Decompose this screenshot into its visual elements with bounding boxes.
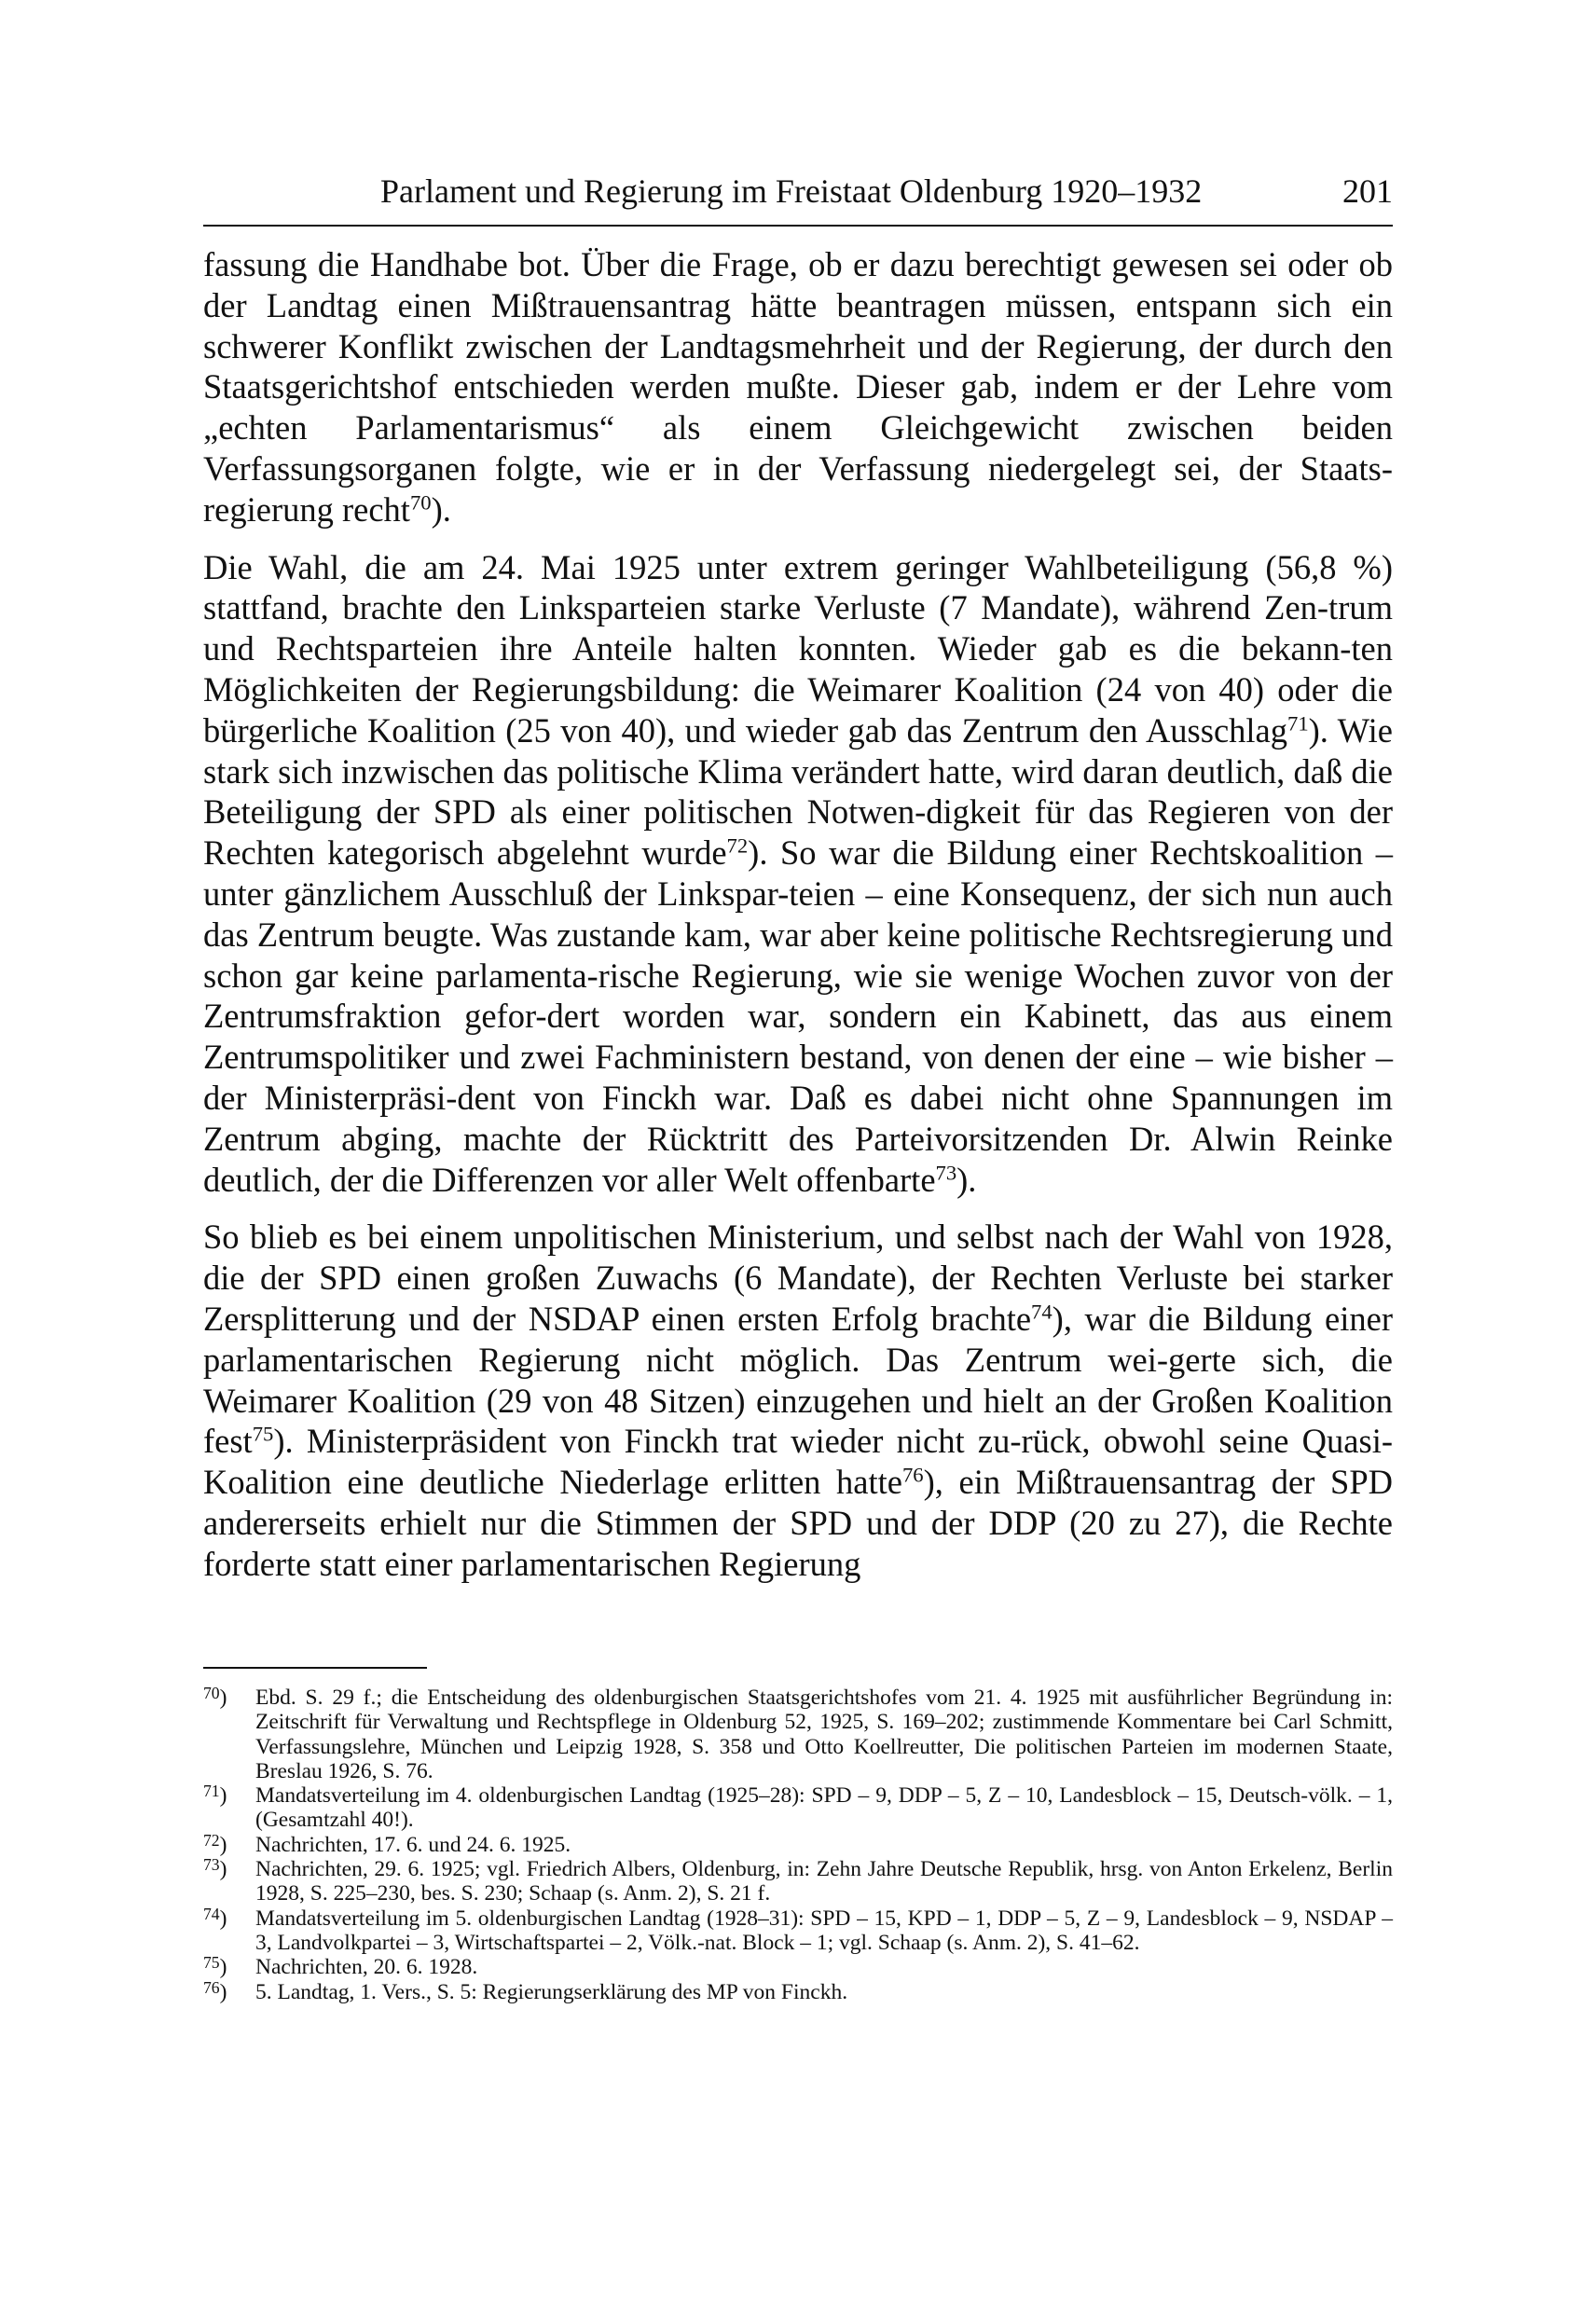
text-run: ).	[431, 489, 451, 529]
text-run: ), ein Mißtrauensantrag der SPD andererseits erhielt nur die Stimmen der SPD und der DDP (20 zu 27), die Rechte forderte statt einer parlamentarischen Regierung	[203, 1463, 1393, 1583]
text-run: ). So war die Bildung einer Rechtskoalition – unter gänzlichem Ausschluß der Linkspar-teien – eine Konsequenz, der sich nun auch das Zentrum beugte. Was zustande kam, war aber keine politische Rechtsregierung und schon gar keine parlamenta-rische Regierung, wie sie wenige Wochen zuvor von der Zentrumsfraktion gefor-dert worden war, sondern ein Kabinett, das aus einem Zentrumspolitiker und zwei Fachministern bestand, von denen der eine – wie bisher – der Ministerpräsi-dent von Finckh war. Daß es dabei nicht ohne Spannungen im Zentrum abging, machte der Rücktritt des Parteivorsitzenden Dr. Alwin Reinke deutlich, der die Differenzen vor aller Welt offenbarte	[203, 833, 1393, 1199]
footnote-text: Nachrichten, 29. 6. 1925; vgl. Friedrich Albers, Oldenburg, in: Zehn Jahre Deutsche Republik, hrsg. von Anton Erkelenz, Berlin 1928, S. 225–230, bes. S. 230; Schaap (s. Anm. 2), S. 21 f.	[255, 1857, 1393, 1906]
text-run: ), war die Bildung einer parlamentarischen Regierung nicht möglich. Das Zentrum wei-gerte sich, die Weimarer Koalition (29 von 48 Sitzen) einzugehen und hielt an der Großen Koalition fest	[203, 1299, 1393, 1461]
footnote-75	[203, 1955, 1393, 1979]
text-run: So blieb es bei einem unpolitischen Ministerium, und selbst nach der Wahl von 1928, die der SPD einen großen Zuwachs (6 Mandate), der Rechten Verluste bei starker Zersplitterung und der NSDAP einen ersten Erfolg brachte	[203, 1218, 1393, 1338]
text-run: Die Wahl, die am 24. Mai 1925 unter extrem geringer Wahlbeteiligung (56,8 %) stattfand, brachte den Linksparteien starke Verluste (7 Mandate), während Zen-trum und Rechtsparteien ihre Anteile halten konnten. Wieder gab es die bekann-ten Möglichkeiten der Regierungsbildung: die Weimarer Koalition (24 von 40) oder die bürgerliche Koalition (25 von 40), und wieder gab das Zentrum den Ausschlag	[203, 547, 1393, 750]
footnote-text: Nachrichten, 17. 6. und 24. 6. 1925.	[255, 1832, 571, 1857]
footnotes	[203, 1683, 1393, 2004]
paragraph	[203, 547, 1393, 1201]
text-run: ). Wie stark sich inzwischen das politische Klima verändert hatte, wird daran deutlich, daß die Beteiligung der SPD als einer politischen Notwen-digkeit für das Regieren von der Rechten kategorisch abgelehnt wurde	[203, 710, 1393, 873]
footnote-marker: $^{75}$)	[203, 1953, 227, 1980]
footnote-ref: 75	[252, 1422, 274, 1446]
footnote-76	[203, 1977, 1393, 2004]
footnote-text: Mandatsverteilung im 5. oldenburgischen Landtag (1928–31): SPD – 15, KPD – 1, DDP – 5, Z – 9, Landesblock – 9, NSDAP – 3, Landvolkpartei – 3, Wirtschaftspartei – 2, Völk.-nat. Block – 1; vgl. Schaap (s. Anm. 2), S. 41–62.	[255, 1906, 1393, 1955]
footnote-marker: $^{73}$)	[203, 1854, 227, 1882]
footnote-73	[203, 1854, 1393, 1906]
footnote-ref: 71	[1287, 711, 1309, 736]
footnote-ref: 70	[409, 490, 432, 515]
running-header	[203, 171, 1393, 217]
footnote-marker: $^{71}$)	[203, 1782, 227, 1809]
footnote-text: Nachrichten, 20. 6. 1928.	[255, 1955, 478, 1980]
footnote-text: 5. Landtag, 1. Vers., S. 5: Regierungserklärung des MP von Finckh.	[255, 1979, 848, 2004]
footnote-74	[203, 1906, 1393, 1956]
footnote-ref: 72	[726, 833, 749, 858]
running-title: Parlament und Regierung im Freistaat Oldenburg 1920–1932	[380, 172, 1203, 210]
footnote-marker: $^{72}$)	[203, 1830, 227, 1857]
footnote-marker: $^{70}$)	[203, 1683, 227, 1710]
footnote-70	[203, 1683, 1393, 1783]
text-run: ).	[956, 1160, 977, 1199]
footnote-separator	[203, 1667, 427, 1669]
paragraph	[203, 244, 1393, 530]
footnote-text: Ebd. S. 29 f.; die Entscheidung des oldenburgischen Staatsgerichtshofes vom 21. 4. 1925 mit ausführlicher Begründung in: Zeitschrift für Verwaltung und Rechtspflege in Oldenburg 52, 1925, S. 169–202; zustimmende Kommentare bei Carl Schmitt, Verfassungslehre, München und Leipzig 1928, S. 358 und Otto Koellreutter, Die politischen Parteien im modernen Staate, Breslau 1926, S. 76.	[255, 1686, 1393, 1783]
text-run: fassung die Handhabe bot. Über die Frage, ob er dazu berechtigt gewesen sei oder ob der Landtag einen Mißtrauensantrag hätte beantragen müssen, entspann sich ein schwerer Konflikt zwischen der Landtagsmehrheit und der Regierung, der durch den Staatsgerichtshof entschieden werden mußte. Dieser gab, indem er der Lehre vom „echten Parlamentarismus“ als einem Gleichgewicht zwischen beiden Verfassungsorganen folgte, wie er in der Verfassung niedergelegt sei, der Staats-regierung recht	[203, 245, 1393, 529]
footnote-ref: 74	[1031, 1300, 1053, 1324]
footnote-marker: $^{74}$)	[203, 1904, 227, 1931]
footnote-72	[203, 1830, 1393, 1857]
footnote-ref: 76	[901, 1463, 924, 1487]
paragraph	[203, 1217, 1393, 1584]
footnote-text: Mandatsverteilung im 4. oldenburgischen Landtag (1925–28): SPD – 9, DDP – 5, Z – 10, Landesblock – 15, Deutsch-völk. – 1, (Gesamtzahl 40!).	[255, 1783, 1393, 1833]
footnote-71	[203, 1783, 1393, 1833]
footnote-ref: 73	[935, 1161, 957, 1185]
body-text	[203, 244, 1393, 1602]
footnote-marker: $^{76}$)	[203, 1977, 227, 2004]
text-run: ). Ministerpräsident von Finckh trat wieder nicht zu-rück, obwohl seine Quasi-Koalition eine deutliche Niederlage erlitten hatte	[203, 1422, 1393, 1502]
header-rule	[203, 225, 1393, 227]
page-number: 201	[1342, 172, 1393, 210]
